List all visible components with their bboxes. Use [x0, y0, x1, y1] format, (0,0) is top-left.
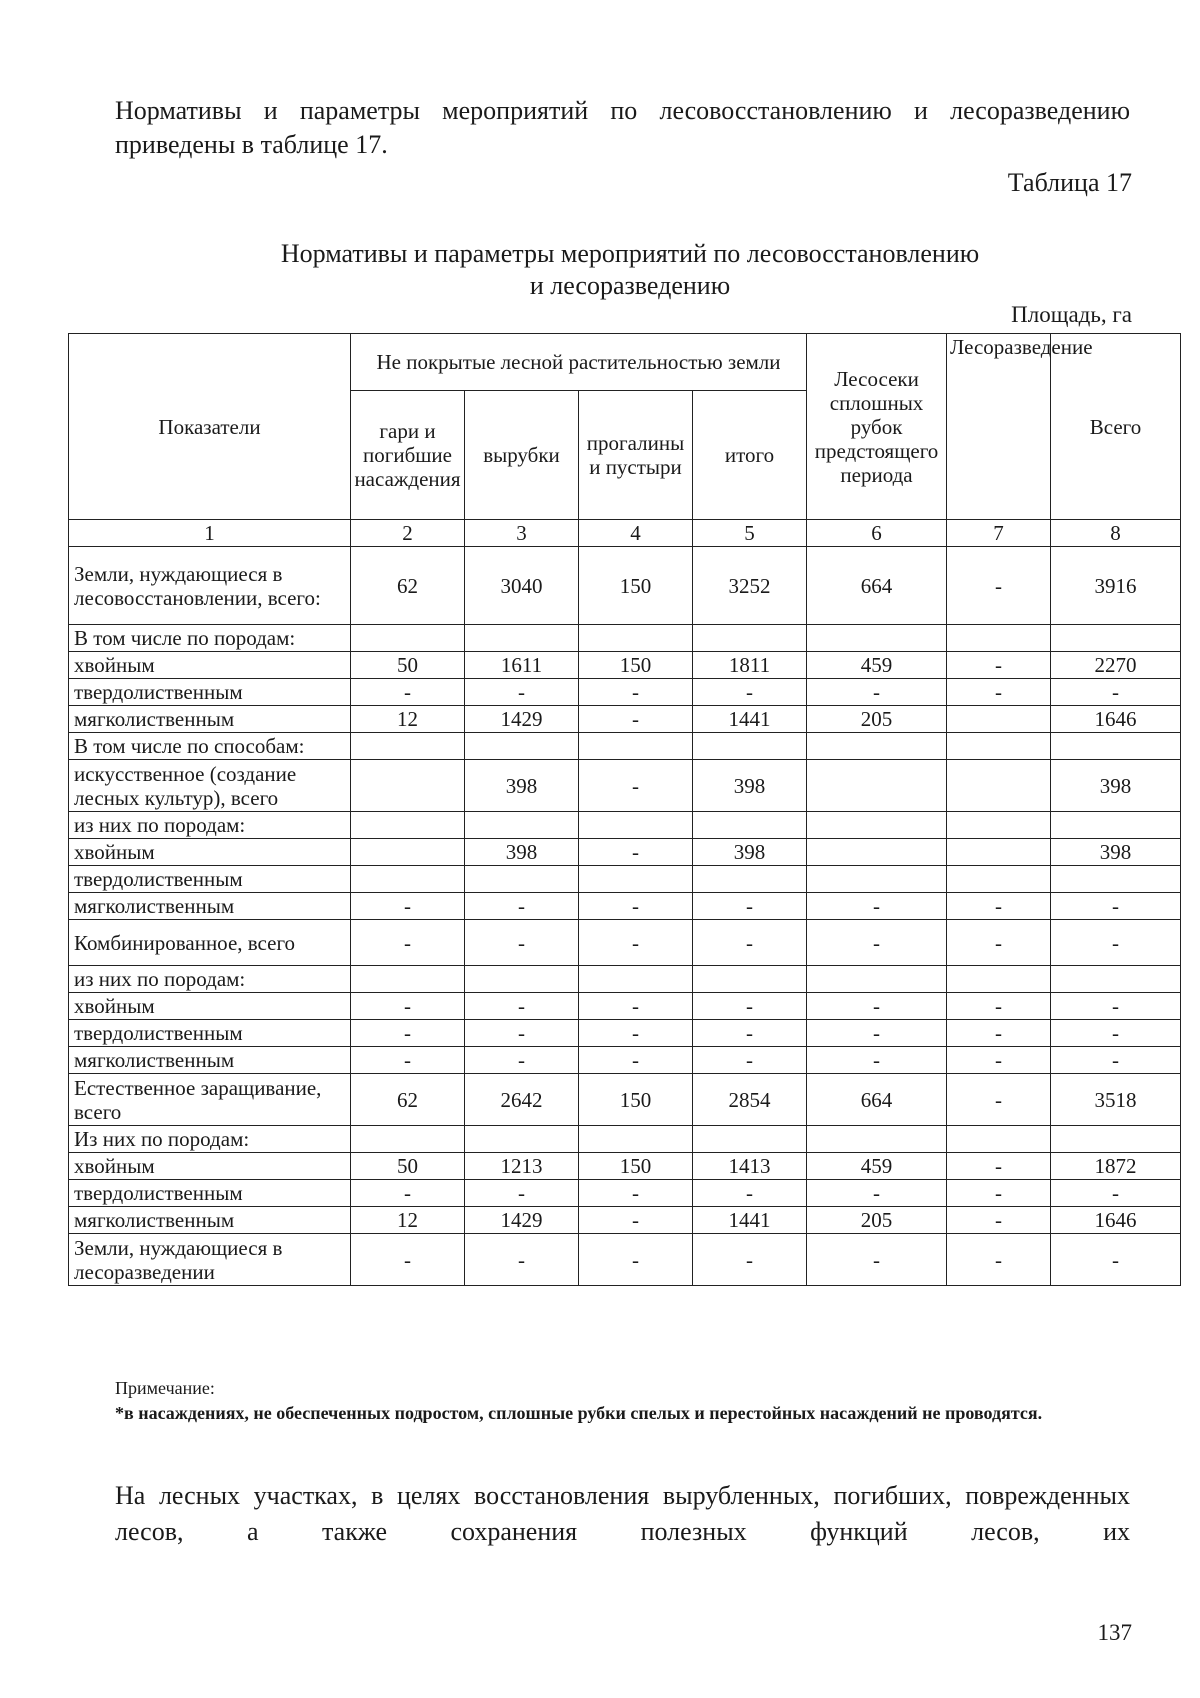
- row-label: твердолиственным: [69, 1180, 351, 1207]
- table-cell: [579, 866, 693, 893]
- table-cell: 1429: [465, 706, 579, 733]
- table-row: [69, 1180, 1181, 1207]
- table-cell: -: [351, 1180, 465, 1207]
- table-cell: -: [807, 1047, 947, 1074]
- table-title-line2: и лесоразведению: [529, 271, 731, 300]
- table-cell: 12: [351, 1207, 465, 1234]
- table-cell: [807, 760, 947, 812]
- table-cell: 459: [807, 652, 947, 679]
- table-cell: 150: [579, 1074, 693, 1126]
- table-cell: [1051, 1126, 1181, 1153]
- table-row: [69, 1020, 1181, 1047]
- table-cell: [947, 812, 1051, 839]
- table-cell: -: [947, 652, 1051, 679]
- intro-paragraph: Нормативы и параметры мероприятий по лесовосстановлению и лесоразведению приведены в таблице 17.: [115, 96, 1130, 159]
- table-cell: [947, 706, 1051, 733]
- table-cell: [807, 625, 947, 652]
- table-cell: -: [579, 1047, 693, 1074]
- table-cell: -: [465, 893, 579, 920]
- table-cell: 50: [351, 1153, 465, 1180]
- table-cell: [1051, 966, 1181, 993]
- table-cell: -: [1051, 1047, 1181, 1074]
- table-cell: [465, 625, 579, 652]
- table-cell: -: [351, 1234, 465, 1286]
- header-clearcut: Лесосеки сплошных рубок предстоящего периода: [807, 334, 947, 520]
- row-label: Комбинированное, всего: [69, 920, 351, 966]
- table-cell: 1441: [693, 706, 807, 733]
- table-cell: -: [351, 920, 465, 966]
- table-row: [69, 1207, 1181, 1234]
- table-cell: -: [1051, 1234, 1181, 1286]
- table-cell: -: [807, 679, 947, 706]
- row-label: хвойным: [69, 993, 351, 1020]
- row-label: В том числе по породам:: [69, 625, 351, 652]
- table-cell: -: [693, 1020, 807, 1047]
- column-index: 8: [1051, 520, 1181, 547]
- table-cell: -: [693, 893, 807, 920]
- table-cell: -: [947, 993, 1051, 1020]
- table-cell: 664: [807, 1074, 947, 1126]
- table-row: [69, 1047, 1181, 1074]
- table-cell: -: [579, 920, 693, 966]
- table-cell: [807, 966, 947, 993]
- table-cell: [807, 733, 947, 760]
- column-index: 7: [947, 520, 1051, 547]
- table-row: [69, 760, 1181, 812]
- table-cell: [693, 966, 807, 993]
- table-row: [69, 706, 1181, 733]
- table-cell: -: [579, 1234, 693, 1286]
- row-label: твердолиственным: [69, 679, 351, 706]
- note-title: Примечание:: [115, 1378, 215, 1398]
- row-label: искусственное (создание лесных культур), всего: [69, 760, 351, 812]
- table-cell: -: [465, 1180, 579, 1207]
- table-cell: 398: [693, 760, 807, 812]
- table-cell: [807, 812, 947, 839]
- table-cell: -: [1051, 893, 1181, 920]
- table-cell: 398: [465, 760, 579, 812]
- row-label: мягколиственным: [69, 706, 351, 733]
- table-cell: -: [1051, 993, 1181, 1020]
- table-cell: -: [947, 920, 1051, 966]
- table-cell: 1646: [1051, 706, 1181, 733]
- table-cell: 1872: [1051, 1153, 1181, 1180]
- table-row: [69, 1234, 1181, 1286]
- row-label: мягколиственным: [69, 1207, 351, 1234]
- table-cell: [947, 966, 1051, 993]
- header-total: Всего: [1051, 334, 1181, 520]
- table-cell: -: [947, 893, 1051, 920]
- table-cell: 12: [351, 706, 465, 733]
- table-cell: -: [1051, 1020, 1181, 1047]
- header-afforestation: Лесоразведение: [947, 334, 1051, 520]
- norms-table: [68, 333, 1181, 1286]
- table-cell: [579, 733, 693, 760]
- row-label: мягколиственным: [69, 893, 351, 920]
- table-cell: 664: [807, 547, 947, 625]
- table-cell: -: [579, 839, 693, 866]
- row-label: из них по породам:: [69, 966, 351, 993]
- table-cell: -: [351, 1047, 465, 1074]
- row-label: Земли, нуждающиеся в лесовосстановлении, всего:: [69, 547, 351, 625]
- table-cell: -: [693, 1180, 807, 1207]
- table-cell: 3252: [693, 547, 807, 625]
- table-row: [69, 966, 1181, 993]
- table-cell: [351, 966, 465, 993]
- note-body: *в насаждениях, не обеспеченных подростом, сплошные рубки спелых и перестойных насаждений не проводятся.: [115, 1403, 1043, 1423]
- table-cell: 150: [579, 652, 693, 679]
- table-cell: -: [693, 1234, 807, 1286]
- header-burns: гари и погибшие насаждения: [351, 391, 465, 520]
- table-cell: [351, 1126, 465, 1153]
- table-cell: -: [1051, 679, 1181, 706]
- row-label: Естественное заращивание, всего: [69, 1074, 351, 1126]
- table-cell: -: [1051, 920, 1181, 966]
- table-cell: [693, 866, 807, 893]
- column-index: 1: [69, 520, 351, 547]
- table-cell: -: [465, 679, 579, 706]
- table-cell: -: [807, 920, 947, 966]
- column-index: 3: [465, 520, 579, 547]
- table-cell: [947, 733, 1051, 760]
- table-row: [69, 866, 1181, 893]
- table-cell: [351, 760, 465, 812]
- closing-paragraph: На лесных участках, в целях восстановления вырубленных, погибших, поврежденных лесов, а также сохранения полезных функций лесов, их: [115, 1481, 1130, 1546]
- table-cell: 2854: [693, 1074, 807, 1126]
- table-cell: 3040: [465, 547, 579, 625]
- table-cell: -: [351, 993, 465, 1020]
- table-cell: -: [693, 993, 807, 1020]
- table-cell: -: [947, 1020, 1051, 1047]
- table-cell: [351, 812, 465, 839]
- table-row: [69, 812, 1181, 839]
- table-cell: 205: [807, 1207, 947, 1234]
- units-label: Площадь, га: [1011, 302, 1132, 327]
- table-cell: -: [693, 1047, 807, 1074]
- table-cell: 2642: [465, 1074, 579, 1126]
- table-cell: 398: [1051, 839, 1181, 866]
- table-cell: -: [947, 1074, 1051, 1126]
- table-cell: [693, 625, 807, 652]
- table-cell: [1051, 866, 1181, 893]
- table-row: [69, 547, 1181, 625]
- header-indicator: Показатели: [69, 334, 351, 520]
- table-cell: -: [465, 1047, 579, 1074]
- table-cell: 62: [351, 547, 465, 625]
- table-cell: 205: [807, 706, 947, 733]
- column-index: 2: [351, 520, 465, 547]
- table-cell: -: [947, 1047, 1051, 1074]
- table-cell: 1441: [693, 1207, 807, 1234]
- table-cell: [947, 866, 1051, 893]
- table-cell: 398: [465, 839, 579, 866]
- table-row: [69, 1074, 1181, 1126]
- table-row: [69, 652, 1181, 679]
- table-row: [69, 733, 1181, 760]
- table-cell: -: [1051, 1180, 1181, 1207]
- table-cell: 50: [351, 652, 465, 679]
- row-label: В том числе по способам:: [69, 733, 351, 760]
- table-row: [69, 839, 1181, 866]
- table-cell: -: [947, 1234, 1051, 1286]
- table-cell: [465, 966, 579, 993]
- table-cell: [579, 966, 693, 993]
- header-glades: прогалины и пустыри: [579, 391, 693, 520]
- table-cell: -: [807, 893, 947, 920]
- table-cell: [693, 1126, 807, 1153]
- table-row: [69, 920, 1181, 966]
- table-cell: [947, 625, 1051, 652]
- table-cell: -: [465, 1234, 579, 1286]
- table-body: [69, 520, 1181, 1286]
- table-cell: -: [351, 679, 465, 706]
- table-cell: [947, 1126, 1051, 1153]
- table-cell: [693, 733, 807, 760]
- header-subtotal: итого: [693, 391, 807, 520]
- table-row: [69, 1126, 1181, 1153]
- table-cell: -: [693, 920, 807, 966]
- table-cell: 1811: [693, 652, 807, 679]
- table-cell: [579, 1126, 693, 1153]
- table-cell: -: [579, 893, 693, 920]
- table-cell: -: [465, 993, 579, 1020]
- table-cell: [351, 839, 465, 866]
- table-cell: 150: [579, 1153, 693, 1180]
- table-cell: -: [351, 893, 465, 920]
- table-cell: -: [465, 920, 579, 966]
- table-cell: 1429: [465, 1207, 579, 1234]
- table-cell: -: [465, 1020, 579, 1047]
- table-cell: [693, 812, 807, 839]
- table-cell: -: [807, 993, 947, 1020]
- table-title-line1: Нормативы и параметры мероприятий по лесовосстановлению: [280, 239, 980, 268]
- table-cell: [465, 812, 579, 839]
- header-uncovered-lands: Не покрытые лесной растительностью земли: [351, 334, 807, 391]
- table-cell: [947, 760, 1051, 812]
- table-cell: 398: [1051, 760, 1181, 812]
- table-cell: [947, 839, 1051, 866]
- table-cell: 398: [693, 839, 807, 866]
- table-cell: 3518: [1051, 1074, 1181, 1126]
- table-cell: [579, 625, 693, 652]
- table-title: [200, 238, 1060, 302]
- row-label: мягколиственным: [69, 1047, 351, 1074]
- table-label: Таблица 17: [1007, 168, 1132, 197]
- table-cell: -: [807, 1234, 947, 1286]
- table-cell: [579, 812, 693, 839]
- header-row-1: [69, 334, 1181, 391]
- table-row: [69, 679, 1181, 706]
- row-label: хвойным: [69, 1153, 351, 1180]
- table-cell: -: [579, 760, 693, 812]
- table-cell: [351, 625, 465, 652]
- table-cell: -: [579, 1207, 693, 1234]
- column-index: 5: [693, 520, 807, 547]
- table-cell: -: [947, 1180, 1051, 1207]
- row-label: Из них по породам:: [69, 1126, 351, 1153]
- table-cell: [465, 866, 579, 893]
- table-cell: -: [579, 993, 693, 1020]
- table-cell: [351, 733, 465, 760]
- row-label: Земли, нуждающиеся в лесоразведении: [69, 1234, 351, 1286]
- table-cell: -: [947, 1153, 1051, 1180]
- table-cell: -: [693, 679, 807, 706]
- table-cell: 1413: [693, 1153, 807, 1180]
- table-row: [69, 625, 1181, 652]
- table-cell: 62: [351, 1074, 465, 1126]
- table-cell: -: [579, 1180, 693, 1207]
- table-cell: -: [807, 1020, 947, 1047]
- table-cell: -: [947, 1207, 1051, 1234]
- table-cell: [807, 1126, 947, 1153]
- row-label: твердолиственным: [69, 1020, 351, 1047]
- row-label: хвойным: [69, 839, 351, 866]
- row-label: из них по породам:: [69, 812, 351, 839]
- table-cell: -: [579, 1020, 693, 1047]
- table-row: [69, 993, 1181, 1020]
- table-cell: -: [947, 679, 1051, 706]
- table-cell: [1051, 812, 1181, 839]
- column-index-row: [69, 520, 1181, 547]
- table-cell: -: [579, 706, 693, 733]
- table-cell: [1051, 733, 1181, 760]
- table-cell: [465, 733, 579, 760]
- table-cell: 1646: [1051, 1207, 1181, 1234]
- table-row: [69, 893, 1181, 920]
- table-cell: 1213: [465, 1153, 579, 1180]
- column-index: 4: [579, 520, 693, 547]
- table-cell: -: [351, 1020, 465, 1047]
- table-cell: [807, 839, 947, 866]
- table-cell: 2270: [1051, 652, 1181, 679]
- table-cell: [1051, 625, 1181, 652]
- table-cell: -: [579, 679, 693, 706]
- page-number: 137: [1097, 1620, 1132, 1645]
- table-cell: [351, 866, 465, 893]
- row-label: хвойным: [69, 652, 351, 679]
- table-cell: [807, 866, 947, 893]
- table-cell: [465, 1126, 579, 1153]
- column-index: 6: [807, 520, 947, 547]
- table-row: [69, 1153, 1181, 1180]
- header-cuttings: вырубки: [465, 391, 579, 520]
- table-cell: -: [807, 1180, 947, 1207]
- table-cell: 150: [579, 547, 693, 625]
- table-cell: 459: [807, 1153, 947, 1180]
- table-cell: 3916: [1051, 547, 1181, 625]
- row-label: твердолиственным: [69, 866, 351, 893]
- table-cell: -: [947, 547, 1051, 625]
- table-cell: 1611: [465, 652, 579, 679]
